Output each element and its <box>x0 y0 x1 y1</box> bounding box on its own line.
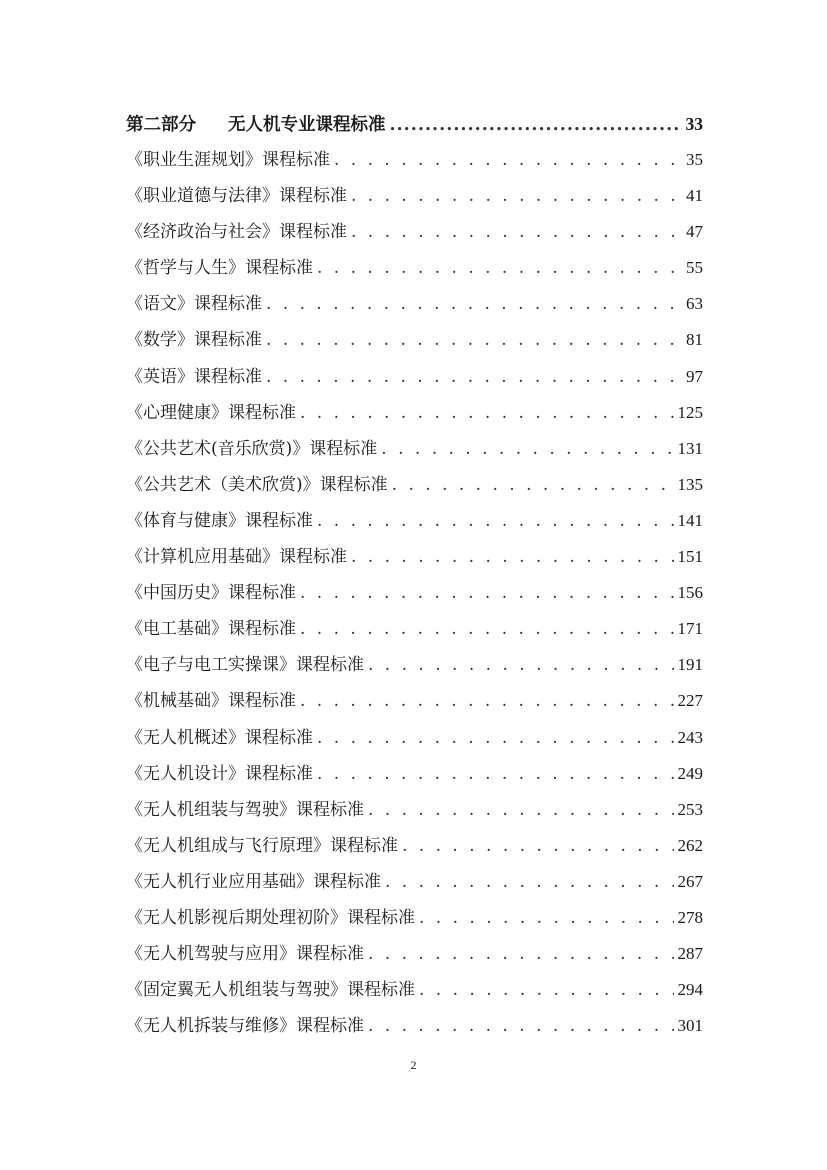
toc-entry-row[interactable] <box>126 214 703 250</box>
toc-entry-page: 135 <box>677 474 703 494</box>
toc-heading-label <box>126 109 386 141</box>
toc-entry-title: 《数学》课程标准 <box>126 330 262 351</box>
toc-entry-page: 81 <box>686 330 703 350</box>
toc-entry-row[interactable] <box>126 286 703 322</box>
toc-entry-page: 47 <box>686 222 703 242</box>
toc-entry-page: 191 <box>677 655 703 675</box>
toc-entry-page: 151 <box>677 547 703 567</box>
toc-entry-title: 《无人机拆装与维修》课程标准 <box>126 1016 364 1037</box>
toc-entry-title: 《公共艺术（美术欣赏)》课程标准 <box>126 474 388 495</box>
toc-entry-title: 《无人机驾驶与应用》课程标准 <box>126 944 364 965</box>
dot-leader <box>300 611 674 647</box>
dot-leader <box>317 503 674 539</box>
toc-entry-title: 《固定翼无人机组装与驾驶》课程标准 <box>126 980 415 1001</box>
toc-entry-row[interactable] <box>126 647 703 683</box>
toc-entry-row[interactable] <box>126 828 703 864</box>
toc-entry-row[interactable] <box>126 467 703 503</box>
toc-page-number: 33 <box>685 114 703 134</box>
toc-entry-title: 《无人机组成与飞行原理》课程标准 <box>126 835 398 856</box>
table-of-contents <box>126 108 703 1044</box>
toc-entry-title: 《体育与健康》课程标准 <box>126 510 313 531</box>
toc-entry-row[interactable] <box>126 683 703 719</box>
toc-entry-row[interactable] <box>126 142 703 178</box>
toc-entry-row[interactable] <box>126 431 703 467</box>
toc-entry-row[interactable] <box>126 611 703 647</box>
dot-leader <box>368 936 674 972</box>
dot-leader <box>334 142 682 178</box>
dot-leader <box>266 286 682 322</box>
toc-entry-page: 227 <box>677 691 703 711</box>
toc-entry-title: 《心理健康》课程标准 <box>126 402 296 423</box>
toc-entry-page: 97 <box>686 366 703 386</box>
toc-entry-title: 《电子与电工实操课》课程标准 <box>126 655 364 676</box>
toc-entry-row[interactable] <box>126 792 703 828</box>
toc-entry-page: 171 <box>677 619 703 639</box>
toc-entry-title: 《无人机行业应用基础》课程标准 <box>126 871 381 892</box>
page-footer-number: 2 <box>410 1058 417 1072</box>
dot-leader <box>419 900 674 936</box>
dot-leader <box>390 109 682 141</box>
toc-entry-title: 《职业生涯规划》课程标准 <box>126 150 330 170</box>
toc-entry-page: 278 <box>677 907 703 927</box>
dot-leader <box>317 720 674 756</box>
dot-leader <box>351 178 682 214</box>
toc-entry-row[interactable] <box>126 575 703 611</box>
toc-entry-page: 41 <box>686 186 703 206</box>
dot-leader <box>351 214 682 250</box>
toc-entry-row[interactable] <box>126 250 703 286</box>
toc-entry-title: 《无人机设计》课程标准 <box>126 763 313 784</box>
toc-entry-page: 294 <box>677 980 703 1000</box>
toc-entry-title: 《无人机概述》课程标准 <box>126 727 313 748</box>
dot-leader <box>300 575 674 611</box>
toc-entry-page: 131 <box>677 438 703 458</box>
dot-leader <box>368 1008 674 1044</box>
toc-entry-row[interactable] <box>126 359 703 395</box>
dot-leader <box>351 539 674 575</box>
toc-entry-page: 243 <box>677 727 703 747</box>
toc-entry-page: 125 <box>677 402 703 422</box>
toc-entry-title: 《英语》课程标准 <box>126 366 262 387</box>
dot-leader <box>300 683 674 719</box>
toc-entry-row[interactable] <box>126 900 703 936</box>
toc-entry-title: 《哲学与人生》课程标准 <box>126 258 313 279</box>
dot-leader <box>419 972 674 1008</box>
toc-heading-row[interactable] <box>126 108 703 142</box>
toc-entry-title: 《职业道德与法律》课程标准 <box>126 186 347 207</box>
toc-entry-row[interactable] <box>126 720 703 756</box>
dot-leader <box>368 792 674 828</box>
toc-entry-row[interactable] <box>126 1008 703 1044</box>
toc-entry-title: 《电工基础》课程标准 <box>126 619 296 640</box>
dot-leader <box>266 359 682 395</box>
toc-entry-title: 《机械基础》课程标准 <box>126 691 296 712</box>
dot-leader <box>381 431 673 467</box>
toc-entry-page: 249 <box>677 763 703 783</box>
dot-leader <box>368 647 674 683</box>
toc-part-label: 第二部分 <box>126 115 196 135</box>
dot-leader <box>392 467 674 503</box>
toc-entry-row[interactable] <box>126 322 703 358</box>
toc-entry-title: 《经济政治与社会》课程标准 <box>126 222 347 243</box>
toc-entry-page: 253 <box>677 799 703 819</box>
dot-leader <box>317 250 682 286</box>
toc-entry-row[interactable] <box>126 539 703 575</box>
dot-leader <box>266 322 682 358</box>
toc-entry-title: 《公共艺术(音乐欣赏)》课程标准 <box>126 438 378 459</box>
dot-leader <box>300 395 674 431</box>
toc-entry-page: 63 <box>686 294 703 314</box>
dot-leader <box>402 828 674 864</box>
toc-entry-page: 55 <box>686 258 703 278</box>
dot-leader <box>385 864 674 900</box>
toc-entry-page: 35 <box>686 150 703 169</box>
dot-leader <box>317 756 674 792</box>
toc-entry-title: 《语文》课程标准 <box>126 294 262 315</box>
toc-entry-title: 《无人机组装与驾驶》课程标准 <box>126 799 364 820</box>
toc-entry-title: 《计算机应用基础》课程标准 <box>126 547 347 568</box>
toc-entry-row[interactable] <box>126 756 703 792</box>
toc-entry-row[interactable] <box>126 178 703 214</box>
toc-entry-page: 301 <box>677 1016 703 1036</box>
toc-entry-page: 267 <box>677 871 703 891</box>
toc-entry-page: 156 <box>677 583 703 603</box>
toc-entry-row[interactable] <box>126 972 703 1008</box>
toc-entry-row[interactable] <box>126 395 703 431</box>
toc-entry-page: 287 <box>677 944 703 964</box>
toc-entry-page: 141 <box>677 510 703 530</box>
toc-entry-title: 《无人机影视后期处理初阶》课程标准 <box>126 907 415 928</box>
toc-entry-page: 262 <box>677 835 703 855</box>
toc-entry-row[interactable] <box>126 503 703 539</box>
toc-entry-title: 《中国历史》课程标准 <box>126 583 296 604</box>
toc-entry-row[interactable] <box>126 936 703 972</box>
toc-part-title: 无人机专业课程标准 <box>228 115 386 135</box>
toc-entry-row[interactable] <box>126 864 703 900</box>
toc-entries <box>126 142 703 1044</box>
